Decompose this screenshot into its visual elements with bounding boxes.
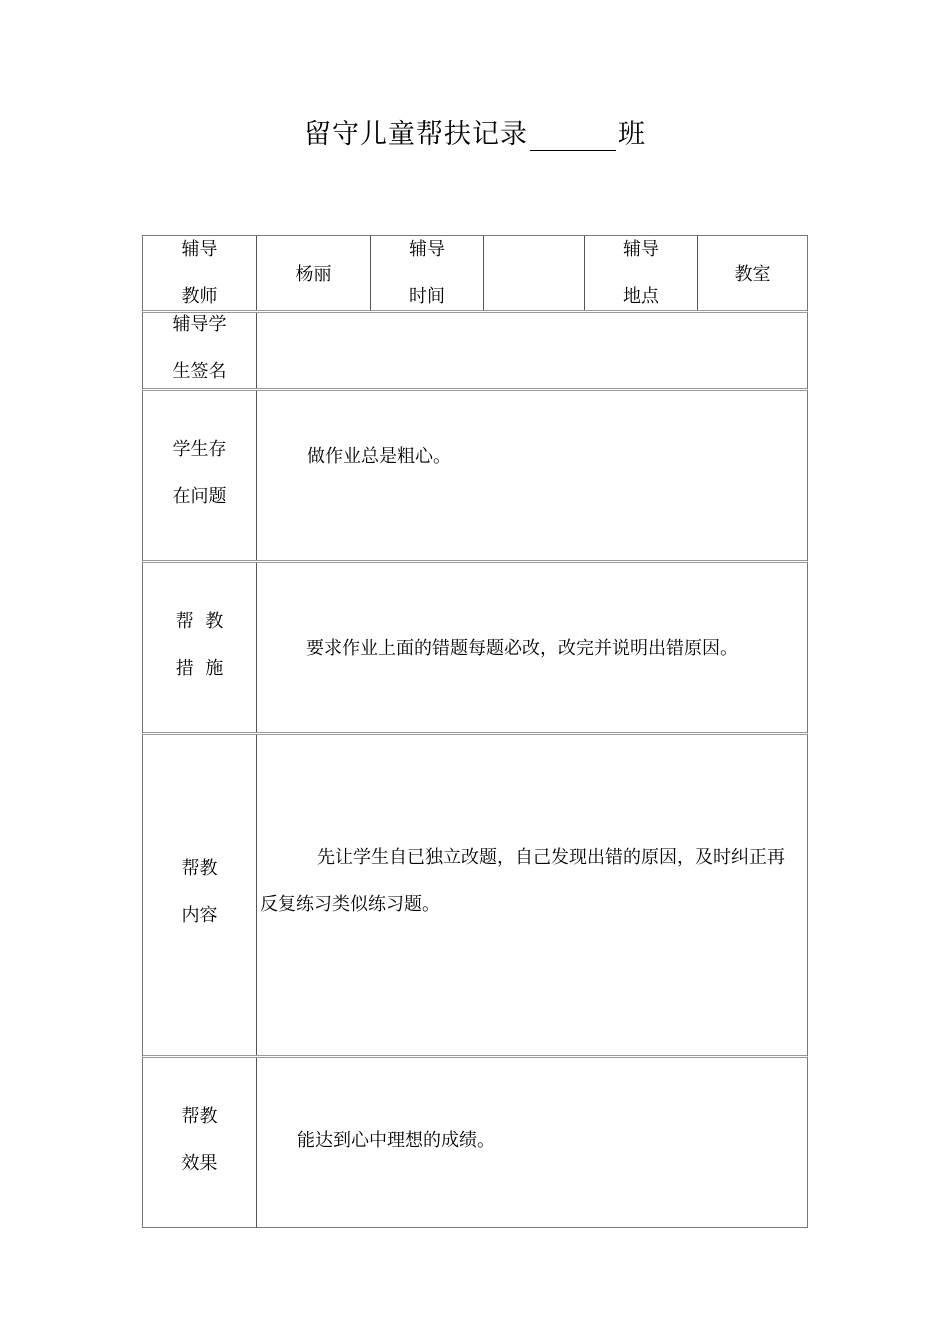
measures-field[interactable] bbox=[256, 563, 807, 732]
measures-label-line2: 措 施 bbox=[175, 658, 224, 679]
problem-label-line1: 学生存 bbox=[172, 439, 227, 460]
time-label bbox=[370, 236, 483, 310]
effect-row bbox=[142, 1058, 808, 1228]
assistance-record-table bbox=[142, 235, 808, 1228]
signature-label bbox=[143, 313, 256, 388]
page-title bbox=[0, 112, 950, 151]
teacher-value[interactable] bbox=[256, 236, 370, 310]
teacher-name: 杨丽 bbox=[295, 264, 332, 285]
time-label-line2: 时间 bbox=[409, 286, 445, 307]
place-text: 教室 bbox=[734, 264, 771, 285]
content-label bbox=[143, 735, 256, 1055]
title-suffix: 班 bbox=[618, 119, 646, 150]
place-label bbox=[584, 236, 697, 310]
signature-label-line1: 辅导学 bbox=[172, 314, 227, 335]
effect-field[interactable] bbox=[256, 1058, 807, 1227]
teacher-label-line1: 辅导 bbox=[181, 239, 218, 260]
title-text: 留守儿童帮扶记录 bbox=[304, 119, 528, 150]
time-label-line1: 辅导 bbox=[409, 239, 445, 260]
time-value[interactable] bbox=[483, 236, 584, 310]
effect-text: 能达到心中理想的成绩。 bbox=[297, 1130, 495, 1151]
effect-label-line2: 效果 bbox=[181, 1153, 218, 1174]
content-field[interactable] bbox=[256, 735, 807, 1055]
signature-field[interactable] bbox=[256, 313, 807, 388]
effect-label bbox=[143, 1058, 256, 1227]
place-value[interactable] bbox=[697, 236, 807, 310]
class-blank-field[interactable] bbox=[530, 120, 616, 151]
content-row bbox=[142, 735, 808, 1058]
problem-text: 做作业总是粗心。 bbox=[307, 446, 451, 467]
problem-field[interactable] bbox=[256, 391, 807, 560]
problem-label-line2: 在问题 bbox=[172, 486, 227, 507]
measures-text: 要求作业上面的错题每题必改，改完并说明出错原因。 bbox=[306, 638, 738, 659]
measures-row bbox=[142, 563, 808, 735]
signature-label-line2: 生签名 bbox=[172, 361, 227, 382]
measures-label bbox=[143, 563, 256, 732]
place-label-line1: 辅导 bbox=[623, 239, 659, 260]
content-label-line2: 内容 bbox=[181, 905, 218, 926]
teacher-label-line2: 教师 bbox=[181, 286, 218, 307]
problem-row bbox=[142, 391, 808, 563]
place-label-line2: 地点 bbox=[623, 286, 659, 307]
measures-label-line1: 帮 教 bbox=[175, 611, 224, 632]
effect-label-line1: 帮教 bbox=[181, 1106, 218, 1127]
teacher-label bbox=[143, 236, 256, 310]
signature-row bbox=[142, 313, 808, 391]
content-label-line1: 帮教 bbox=[181, 858, 218, 879]
problem-label bbox=[143, 391, 256, 560]
content-text: 先让学生自已独立改题，自己发现出错的原因，及时纠正再反复练习类似练习题。 bbox=[260, 847, 785, 915]
